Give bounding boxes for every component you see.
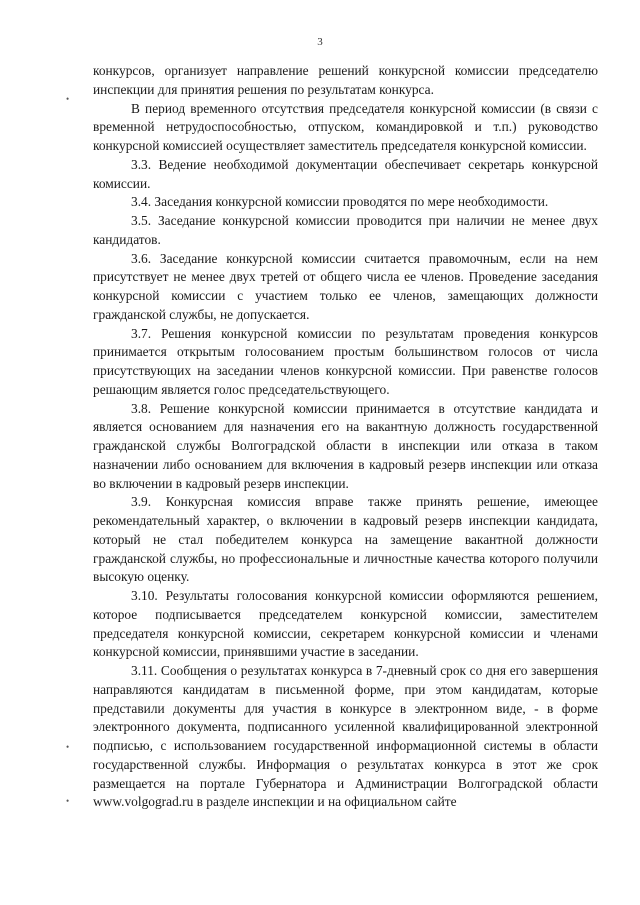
paragraph-3-6: 3.6. Заседание конкурсной комиссии считается правомочным, если на нем присутствует не менее двух третей от общего числа ее членов. Проведение заседания конкурсной комиссии с участием только ее членов, замещающих должности гражданской службы, не допускается. [93,250,598,322]
paragraph-3-8: 3.8. Решение конкурсной комиссии принимается в отсутствие кандидата и является основанием для назначения его на вакантную должность государственной гражданской службы Волгоградской области в инспекции или отказа в таком назначении либо основанием для включения в кадровый резерв инспекции или отказа во включении в кадровый резерв инспекции. [93,400,598,491]
paragraph-3-11: 3.11. Сообщения о результатах конкурса в 7-дневный срок со дня его завершения направляются кандидатам в письменной форме, при этом кандидатам, которые представили документы для участия в конкурсе в электронном виде, - в форме электронного документа, подписанного усиленной квалифицированной электронной подписью, с использованием государственной информационной системы в области государственной службы. Информация о результатах конкурса в этот же срок размещается на портале Губернатора и Администрации Волгоградской области www.volgograd.ru в разделе инспекции и на официальном сайте [93,663,598,810]
paragraph: В период временного отсутствия председателя конкурсной комиссии (в связи с временной нетрудоспособностью, отпуском, командировкой и т.п.) руководство конкурсной комиссией осуществляет заместитель председателя конкурсной комиссии. [93,100,598,153]
paragraph-3-7: 3.7. Решения конкурсной комиссии по результатам проведения конкурсов принимается открытым голосованием простым большинством голосов от числа присутствующих на заседании членов конкурсной комиссии. При равенстве голосов решающим является голос председательствующего. [93,325,598,397]
paragraph-3-10: 3.10. Результаты голосования конкурсной комиссии оформляются решением, которое подписывается председателем конкурсной комиссии, заместителем председателя конкурсной комиссии, секретарем конкурсной комиссии и членами конкурсной комиссии, принявшими участие в заседании. [93,588,598,660]
document-body [93,62,598,812]
page-number: 3 [317,36,323,48]
scan-mark: • [66,742,70,752]
paragraph-3-5: 3.5. Заседание конкурсной комиссии проводится при наличии не менее двух кандидатов. [93,213,598,247]
paragraph-3-3: 3.3. Ведение необходимой документации обеспечивает секретарь конкурсной комиссии. [93,156,598,191]
paragraph-3-4: 3.4. Заседания конкурсной комиссии проводятся по мере необходимости. [131,194,549,210]
scan-mark: • [66,796,70,806]
paragraph-3-9: 3.9. Конкурсная комиссия вправе также принять решение, имеющее рекомендательный характер, о включении в кадровый резерв инспекции кандидата, который не стал победителем конкурса на замещение вакантной должности гражданской службы, но профессиональные и личностные качества которого получили высокую оценку. [93,494,598,585]
scan-mark: • [66,94,70,104]
paragraph: конкурсов, организует направление решений конкурсной комиссии председателю инспекции для принятия решения по результатам конкурса. [93,63,598,97]
